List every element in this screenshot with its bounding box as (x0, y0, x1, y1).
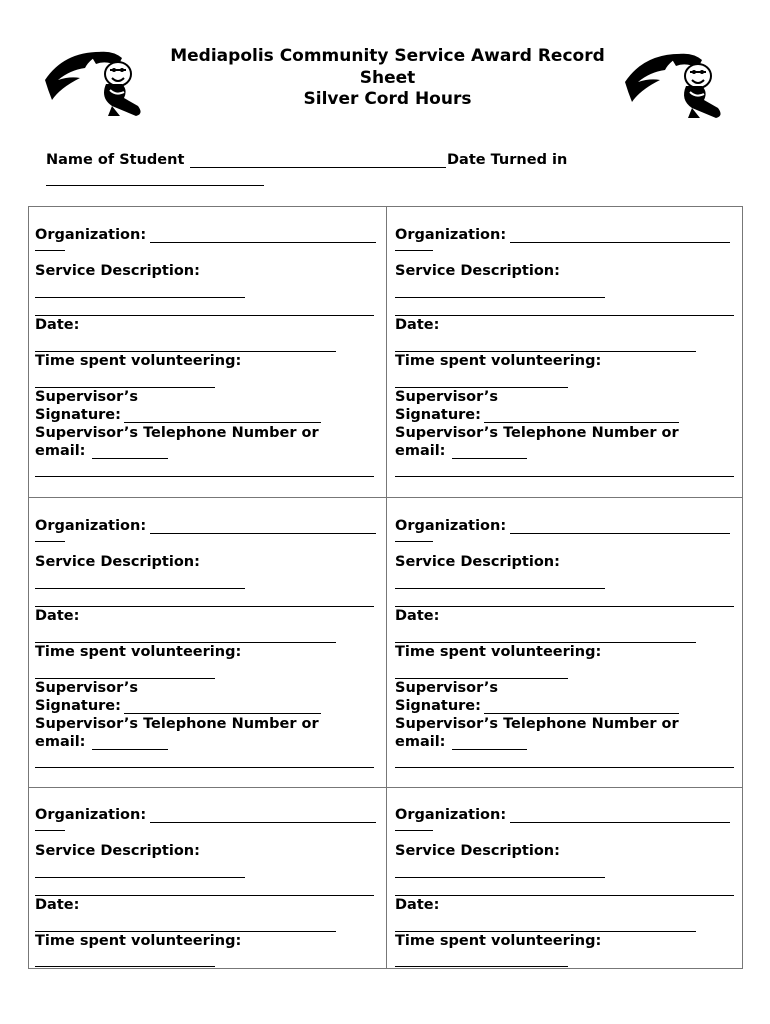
organization-field-overflow[interactable] (35, 250, 65, 251)
bulldog-mascot-icon (620, 42, 730, 122)
contact-field[interactable] (35, 767, 374, 768)
contact-field[interactable] (35, 476, 374, 477)
date-label: Date: (35, 608, 80, 624)
email-field[interactable] (452, 749, 527, 750)
email-field[interactable] (452, 458, 527, 459)
time-spent-field[interactable] (395, 966, 568, 967)
date-label: Date: (35, 897, 80, 913)
organization-label: Organization: (395, 518, 507, 534)
row-divider (28, 787, 743, 788)
time-spent-label: Time spent volunteering: (395, 933, 602, 949)
signature-label: Signature: (395, 407, 481, 423)
email-field[interactable] (92, 458, 168, 459)
service-description-field-2[interactable] (395, 606, 734, 607)
organization-field[interactable] (510, 242, 730, 243)
date-label: Date: (395, 608, 440, 624)
email-label: email: (35, 734, 86, 750)
service-description-field[interactable] (395, 297, 605, 298)
column-divider (386, 206, 387, 969)
date-label: Date: (395, 897, 440, 913)
organization-field-overflow[interactable] (395, 830, 433, 831)
organization-label: Organization: (35, 807, 147, 823)
time-spent-label: Time spent volunteering: (35, 353, 242, 369)
supervisor-label: Supervisor’s (395, 680, 499, 696)
organization-label: Organization: (395, 227, 507, 243)
service-description-field-2[interactable] (35, 895, 374, 896)
service-description-field-2[interactable] (35, 606, 374, 607)
organization-field-overflow[interactable] (35, 541, 65, 542)
title-line-1: Mediapolis Community Service Award Record (170, 46, 605, 66)
service-description-field[interactable] (35, 588, 245, 589)
supervisor-label: Supervisor’s (35, 389, 139, 405)
signature-label: Signature: (35, 698, 121, 714)
organization-field[interactable] (150, 533, 376, 534)
page-title (150, 46, 625, 111)
organization-field-overflow[interactable] (395, 250, 433, 251)
service-description-field[interactable] (35, 297, 245, 298)
telephone-label: Supervisor’s Telephone Number or (35, 716, 319, 732)
service-description-label: Service Description: (35, 843, 200, 859)
organization-field[interactable] (150, 242, 376, 243)
service-description-label: Service Description: (395, 263, 560, 279)
organization-field[interactable] (510, 533, 730, 534)
service-description-label: Service Description: (35, 263, 200, 279)
signature-field[interactable] (124, 422, 321, 423)
service-description-label: Service Description: (35, 554, 200, 570)
contact-field[interactable] (395, 476, 734, 477)
service-description-field[interactable] (395, 877, 605, 878)
email-label: email: (35, 443, 86, 459)
title-line-3: Silver Cord Hours (303, 89, 472, 109)
organization-field-overflow[interactable] (35, 830, 65, 831)
name-of-student-label: Name of Student (46, 152, 185, 168)
email-field[interactable] (92, 749, 168, 750)
organization-label: Organization: (35, 227, 147, 243)
email-label: email: (395, 443, 446, 459)
date-label: Date: (35, 317, 80, 333)
telephone-label: Supervisor’s Telephone Number or (395, 425, 679, 441)
signature-field[interactable] (484, 713, 679, 714)
organization-label: Organization: (35, 518, 147, 534)
supervisor-label: Supervisor’s (35, 680, 139, 696)
time-spent-field[interactable] (35, 966, 215, 967)
organization-field-overflow[interactable] (395, 541, 433, 542)
date-turned-in-field[interactable] (46, 185, 264, 186)
time-spent-label: Time spent volunteering: (35, 644, 242, 660)
date-label: Date: (395, 317, 440, 333)
row-divider (28, 497, 743, 498)
service-description-label: Service Description: (395, 843, 560, 859)
email-label: email: (395, 734, 446, 750)
time-spent-label: Time spent volunteering: (35, 933, 242, 949)
signature-label: Signature: (395, 698, 481, 714)
date-turned-in-label: Date Turned in (447, 152, 568, 168)
service-description-field-2[interactable] (395, 315, 734, 316)
supervisor-label: Supervisor’s (395, 389, 499, 405)
service-description-field[interactable] (395, 588, 605, 589)
name-of-student-field[interactable] (190, 167, 446, 168)
service-description-label: Service Description: (395, 554, 560, 570)
service-description-field-2[interactable] (395, 895, 734, 896)
time-spent-label: Time spent volunteering: (395, 644, 602, 660)
telephone-label: Supervisor’s Telephone Number or (395, 716, 679, 732)
bulldog-mascot-icon (40, 40, 150, 120)
time-spent-label: Time spent volunteering: (395, 353, 602, 369)
organization-field[interactable] (150, 822, 376, 823)
contact-field[interactable] (395, 767, 734, 768)
service-description-field[interactable] (35, 877, 245, 878)
title-line-2: Sheet (359, 67, 416, 88)
organization-field[interactable] (510, 822, 730, 823)
signature-label: Signature: (35, 407, 121, 423)
service-description-field-2[interactable] (35, 315, 374, 316)
organization-label: Organization: (395, 807, 507, 823)
telephone-label: Supervisor’s Telephone Number or (35, 425, 319, 441)
signature-field[interactable] (124, 713, 321, 714)
signature-field[interactable] (484, 422, 679, 423)
